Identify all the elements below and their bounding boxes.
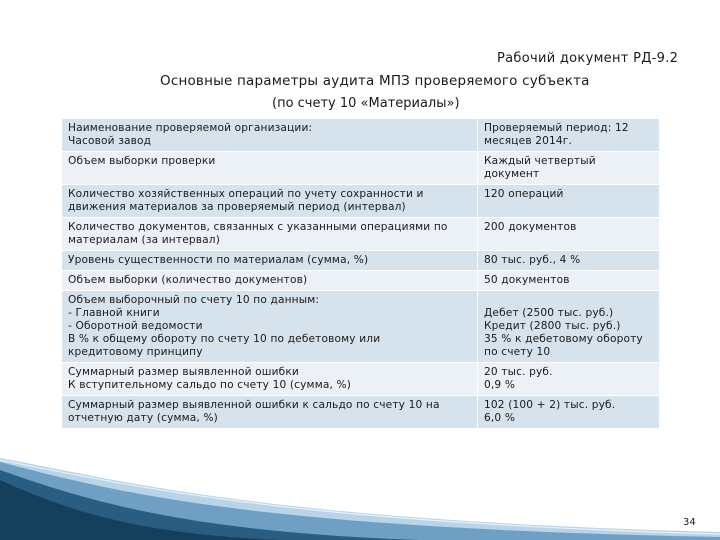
cell-line: В % к общему обороту по счету 10 по дебетовому или — [68, 333, 381, 345]
cell-line: Наименование проверяемой организации: — [68, 122, 313, 134]
table-row — [62, 271, 660, 291]
cell-line: 102 (100 + 2) тыс. руб. — [484, 399, 616, 411]
parameter-name-cell — [62, 251, 478, 271]
cell-line: 80 тыс. руб., 4 % — [484, 254, 581, 266]
cell-line: - Главной книги — [68, 307, 160, 319]
decorative-wave — [0, 440, 720, 540]
parameter-value-cell — [478, 291, 660, 363]
cell-line: Каждый четвертый — [484, 155, 596, 167]
table-row — [62, 396, 660, 429]
table-row — [62, 119, 660, 152]
cell-line: Уровень существенности по материалам (сумма, %) — [68, 254, 369, 266]
cell-line: 200 документов — [484, 221, 577, 233]
cell-line: К вступительному сальдо по счету 10 (сумма, %) — [68, 379, 352, 391]
cell-line — [484, 294, 654, 307]
parameter-name-cell — [62, 218, 478, 251]
table-row — [62, 152, 660, 185]
parameter-name-cell — [62, 271, 478, 291]
cell-line: Дебет (2500 тыс. руб.) — [484, 307, 614, 319]
table-row — [62, 251, 660, 271]
cell-line: Часовой завод — [68, 135, 152, 147]
table-row — [62, 363, 660, 396]
parameter-name-cell — [62, 363, 478, 396]
parameter-value-cell — [478, 251, 660, 271]
parameter-value-cell — [478, 363, 660, 396]
cell-line: по счету 10 — [484, 346, 551, 358]
cell-line: - Оборотной ведомости — [68, 320, 203, 332]
cell-line: Количество документов, связанных с указанными операциями по — [68, 221, 448, 233]
cell-line: Объем выборки (количество документов) — [68, 274, 308, 286]
cell-line: 6,0 % — [484, 412, 516, 424]
page-number: 34 — [683, 517, 696, 528]
cell-line: кредитовому принципу — [68, 346, 203, 358]
parameter-value-cell — [478, 119, 660, 152]
cell-line: 120 операций — [484, 188, 564, 200]
parameter-name-cell — [62, 119, 478, 152]
cell-line: движения материалов за проверяемый период (интервал) — [68, 201, 406, 213]
cell-line: Количество хозяйственных операций по учету сохранности и — [68, 188, 424, 200]
table-row — [62, 218, 660, 251]
cell-line: Кредит (2800 тыс. руб.) — [484, 320, 621, 332]
page-subtitle: (по счету 10 «Материалы») — [272, 96, 460, 111]
parameter-value-cell — [478, 218, 660, 251]
document-label: Рабочий документ РД-9.2 — [497, 51, 679, 66]
parameter-name-cell — [62, 185, 478, 218]
cell-line: 35 % к дебетовому обороту — [484, 333, 643, 345]
cell-line: материалам (за интервал) — [68, 234, 220, 246]
parameter-value-cell — [478, 271, 660, 291]
parameter-value-cell — [478, 152, 660, 185]
cell-line: Объем выборки проверки — [68, 155, 216, 167]
cell-line: отчетную дату (сумма, %) — [68, 412, 218, 424]
parameter-name-cell — [62, 396, 478, 429]
cell-line: месяцев 2014г. — [484, 135, 573, 147]
cell-line: 20 тыс. руб. — [484, 366, 553, 378]
cell-line: Проверяемый период: 12 — [484, 122, 629, 134]
parameter-name-cell — [62, 291, 478, 363]
cell-line: 50 документов — [484, 274, 570, 286]
cell-line: документ — [484, 168, 540, 180]
parameter-value-cell — [478, 185, 660, 218]
table-row — [62, 185, 660, 218]
parameter-value-cell — [478, 396, 660, 429]
page-title: Основные параметры аудита МПЗ проверяемого субъекта — [160, 73, 590, 89]
cell-line: 0,9 % — [484, 379, 516, 391]
audit-parameters-table — [61, 118, 660, 429]
cell-line: Объем выборочный по счету 10 по данным: — [68, 294, 320, 306]
table-row — [62, 291, 660, 363]
cell-line: Суммарный размер выявленной ошибки — [68, 366, 299, 378]
parameter-name-cell — [62, 152, 478, 185]
cell-line: Суммарный размер выявленной ошибки к сальдо по счету 10 на — [68, 399, 440, 411]
